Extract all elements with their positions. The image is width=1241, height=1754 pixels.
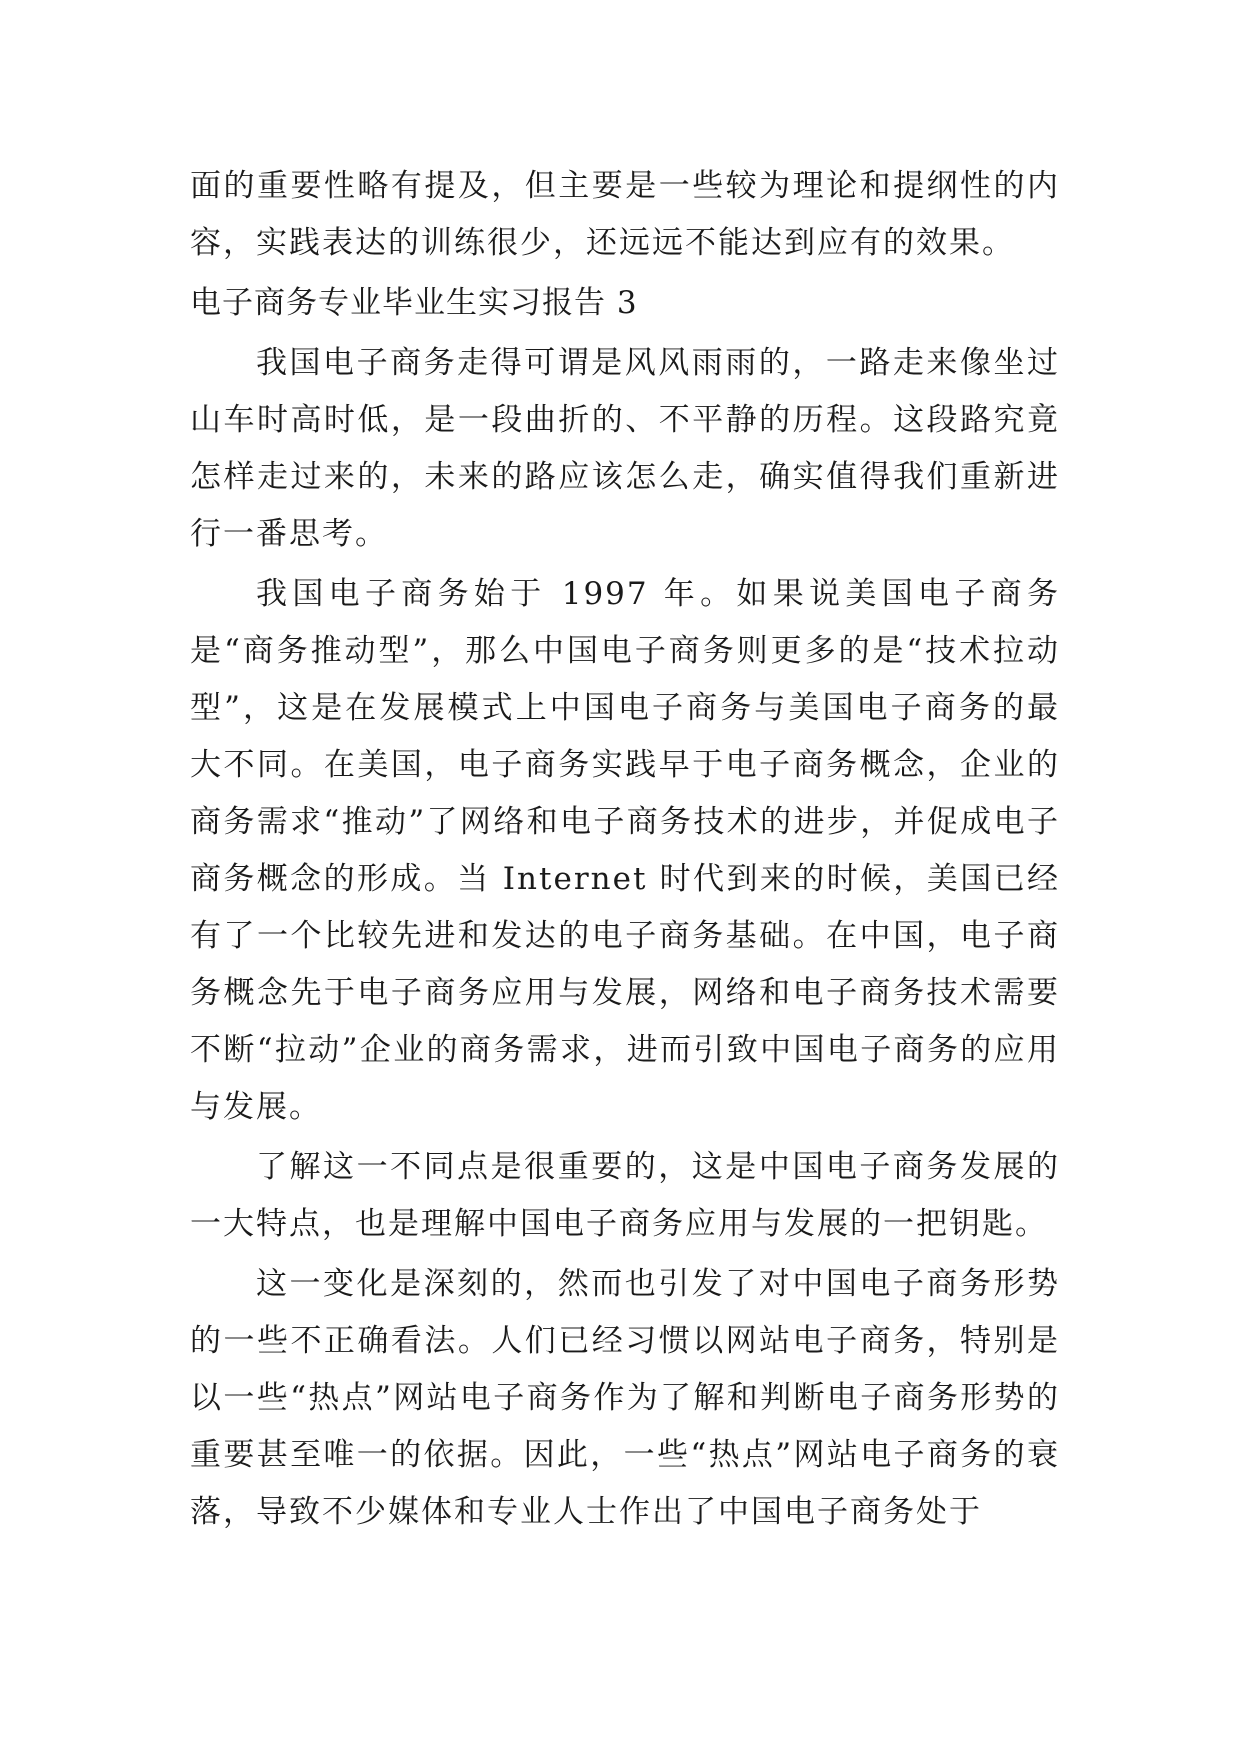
paragraph-misconception: 这一变化是深刻的，然而也引发了对中国电子商务形势的一些不正确看法。人们已经习惯以网站电子商务，特别是以一些“热点”网站电子商务作为了解和判断电子商务形势的重要甚至唯一的依据。因此，一些“热点”网站电子商务的衰落，导致不少媒体和专业人士作出了中国电子商务处于 xyxy=(190,1266,1060,1530)
section-heading: 电子商务专业毕业生实习报告 3 xyxy=(190,285,638,321)
paragraph-key-point: 了解这一不同点是很重要的，这是中国电子商务发展的一大特点，也是理解中国电子商务应用与发展的一把钥匙。 xyxy=(190,1149,1060,1242)
paragraph-development-model: 我国电子商务始于 1997 年。如果说美国电子商务是“商务推动型”，那么中国电子商务则更多的是“技术拉动型”，这是在发展模式上中国电子商务与美国电子商务的最大不同。在美国，电子商务实践早于电子商务概念，企业的商务需求“推动”了网络和电子商务技术的进步，并促成电子商务概念的形成。当 Internet 时代到来的时候，美国已经有了一个比较先进和发达的电子商务基础。在中国，电子商务概念先于电子商务应用与发展，网络和电子商务技术需要不断“拉动”企业的商务需求，进而引致中国电子商务的应用与发展。 xyxy=(190,576,1060,1125)
paragraph-intro: 我国电子商务走得可谓是风风雨雨的，一路走来像坐过山车时高时低，是一段曲折的、不平静的历程。这段路究竟怎样走过来的，未来的路应该怎么走，确实值得我们重新进行一番思考。 xyxy=(190,345,1060,552)
document-body xyxy=(190,158,1060,1544)
paragraph-continuation: 面的重要性略有提及，但主要是一些较为理论和提纲性的内容，实践表达的训练很少，还远远不能达到应有的效果。 xyxy=(190,168,1060,261)
